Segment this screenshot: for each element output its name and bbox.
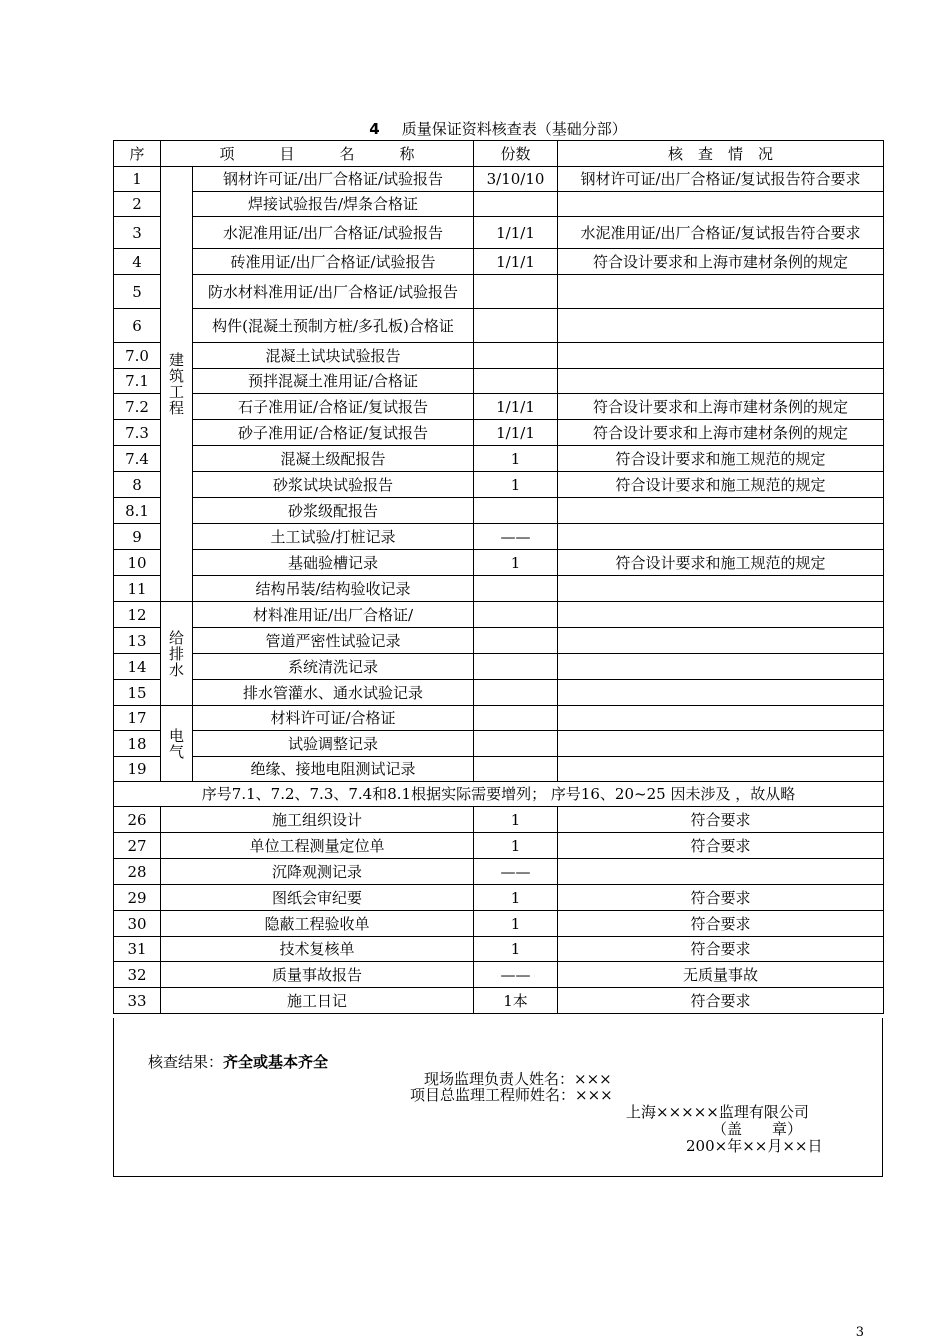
chief-engineer-name: 项目总监理工程师姓名：××× bbox=[410, 1086, 613, 1104]
row-name: 混凝土试块试验报告 bbox=[193, 343, 474, 369]
row-name: 防水材料准用证/出厂合格证/试验报告 bbox=[193, 275, 474, 309]
row-check bbox=[558, 192, 884, 217]
row-name: 排水管灌水、通水试验记录 bbox=[193, 680, 474, 706]
table-row bbox=[114, 937, 884, 962]
result-label: 核查结果： bbox=[148, 1053, 224, 1071]
table-row bbox=[114, 757, 884, 782]
row-seq: 11 bbox=[114, 576, 161, 602]
table-row bbox=[114, 911, 884, 937]
row-seq: 7.3 bbox=[114, 420, 161, 446]
row-name: 预拌混凝土准用证/合格证 bbox=[193, 369, 474, 394]
section-electric: 电气 bbox=[161, 706, 193, 782]
section-building: 建筑工程 bbox=[161, 167, 193, 602]
header-name: 项 目 名 称 bbox=[161, 141, 474, 167]
table-row bbox=[114, 524, 884, 550]
table-title-text: 质量保证资料核查表（基础分部） bbox=[401, 120, 627, 138]
table-row bbox=[114, 628, 884, 654]
table-row bbox=[114, 833, 884, 859]
table-row bbox=[114, 394, 884, 420]
row-name: 隐蔽工程验收单 bbox=[161, 911, 474, 937]
row-name: 钢材许可证/出厂合格证/试验报告 bbox=[193, 167, 474, 192]
row-check bbox=[558, 859, 884, 885]
row-copies: 1/1/1 bbox=[474, 217, 558, 249]
row-copies bbox=[474, 757, 558, 782]
row-copies: 1 bbox=[474, 911, 558, 937]
row-seq: 32 bbox=[114, 962, 161, 988]
row-name: 施工组织设计 bbox=[161, 807, 474, 833]
row-name: 技术复核单 bbox=[161, 937, 474, 962]
row-seq: 7.0 bbox=[114, 343, 161, 369]
row-copies bbox=[474, 731, 558, 757]
row-copies: 1 bbox=[474, 550, 558, 576]
table-row bbox=[114, 420, 884, 446]
row-check bbox=[558, 498, 884, 524]
table-row bbox=[114, 275, 884, 309]
table-row bbox=[114, 731, 884, 757]
row-seq: 6 bbox=[114, 309, 161, 343]
row-name: 管道严密性试验记录 bbox=[193, 628, 474, 654]
row-copies: 1 bbox=[474, 937, 558, 962]
row-name: 系统清洗记录 bbox=[193, 654, 474, 680]
table-row bbox=[114, 680, 884, 706]
row-seq: 12 bbox=[114, 602, 161, 628]
row-copies: 1本 bbox=[474, 988, 558, 1014]
table-row bbox=[114, 498, 884, 524]
row-check bbox=[558, 731, 884, 757]
header-check: 核 查 情 况 bbox=[558, 141, 884, 167]
row-copies: 1 bbox=[474, 446, 558, 472]
row-name: 施工日记 bbox=[161, 988, 474, 1014]
row-copies: 1/1/1 bbox=[474, 249, 558, 275]
row-seq: 18 bbox=[114, 731, 161, 757]
result-date: 200×年××月××日 bbox=[686, 1137, 823, 1155]
row-seq: 2 bbox=[114, 192, 161, 217]
table-row bbox=[114, 217, 884, 249]
row-copies: 3/10/10 bbox=[474, 167, 558, 192]
row-name: 图纸会审纪要 bbox=[161, 885, 474, 911]
row-seq: 7.1 bbox=[114, 369, 161, 394]
row-name: 土工试验/打桩记录 bbox=[193, 524, 474, 550]
row-name: 质量事故报告 bbox=[161, 962, 474, 988]
note-row bbox=[114, 782, 884, 807]
row-seq: 10 bbox=[114, 550, 161, 576]
result-value: 齐全或基本齐全 bbox=[223, 1053, 329, 1071]
table-row bbox=[114, 602, 884, 628]
table-number: 4 bbox=[369, 120, 380, 138]
row-name: 砂浆级配报告 bbox=[193, 498, 474, 524]
row-check: 无质量事故 bbox=[558, 962, 884, 988]
row-copies bbox=[474, 654, 558, 680]
row-check: 钢材许可证/出厂合格证/复试报告符合要求 bbox=[558, 167, 884, 192]
row-check bbox=[558, 343, 884, 369]
row-seq: 13 bbox=[114, 628, 161, 654]
row-copies bbox=[474, 680, 558, 706]
row-check: 符合要求 bbox=[558, 833, 884, 859]
row-seq: 8 bbox=[114, 472, 161, 498]
section-water: 给排水 bbox=[161, 602, 193, 706]
header-row bbox=[114, 141, 884, 167]
row-copies: —— bbox=[474, 524, 558, 550]
row-copies bbox=[474, 369, 558, 394]
row-check bbox=[558, 275, 884, 309]
row-copies bbox=[474, 343, 558, 369]
row-check: 符合要求 bbox=[558, 911, 884, 937]
row-name: 沉降观测记录 bbox=[161, 859, 474, 885]
row-copies bbox=[474, 309, 558, 343]
table-row bbox=[114, 654, 884, 680]
row-seq: 7.2 bbox=[114, 394, 161, 420]
row-seq: 33 bbox=[114, 988, 161, 1014]
row-copies bbox=[474, 576, 558, 602]
table-row bbox=[114, 859, 884, 885]
table-row bbox=[114, 807, 884, 833]
row-name: 基础验槽记录 bbox=[193, 550, 474, 576]
row-seq: 31 bbox=[114, 937, 161, 962]
row-check: 符合设计要求和施工规范的规定 bbox=[558, 446, 884, 472]
row-name: 焊接试验报告/焊条合格证 bbox=[193, 192, 474, 217]
row-seq: 17 bbox=[114, 706, 161, 731]
row-name: 绝缘、接地电阻测试记录 bbox=[193, 757, 474, 782]
row-seq: 1 bbox=[114, 167, 161, 192]
row-name: 砖准用证/出厂合格证/试验报告 bbox=[193, 249, 474, 275]
table-row bbox=[114, 343, 884, 369]
row-check bbox=[558, 706, 884, 731]
row-check bbox=[558, 602, 884, 628]
row-seq: 3 bbox=[114, 217, 161, 249]
table-row bbox=[114, 472, 884, 498]
supervisor-name: 现场监理负责人姓名：××× bbox=[424, 1070, 612, 1088]
header-seq: 序 bbox=[114, 141, 161, 167]
row-copies: 1 bbox=[474, 885, 558, 911]
row-check: 符合要求 bbox=[558, 885, 884, 911]
table-row bbox=[114, 885, 884, 911]
row-seq: 29 bbox=[114, 885, 161, 911]
row-seq: 15 bbox=[114, 680, 161, 706]
row-name: 结构吊装/结构验收记录 bbox=[193, 576, 474, 602]
row-seq: 19 bbox=[114, 757, 161, 782]
table-row bbox=[114, 706, 884, 731]
table-row bbox=[114, 167, 884, 192]
row-seq: 14 bbox=[114, 654, 161, 680]
row-copies: 1/1/1 bbox=[474, 394, 558, 420]
seal-label: （盖 章） bbox=[712, 1120, 803, 1138]
row-copies: 1 bbox=[474, 807, 558, 833]
row-check: 符合设计要求和上海市建材条例的规定 bbox=[558, 249, 884, 275]
row-check bbox=[558, 757, 884, 782]
row-check bbox=[558, 524, 884, 550]
row-copies: 1/1/1 bbox=[474, 420, 558, 446]
quality-check-table bbox=[113, 140, 884, 1014]
row-seq: 27 bbox=[114, 833, 161, 859]
row-check bbox=[558, 654, 884, 680]
row-seq: 9 bbox=[114, 524, 161, 550]
note-text: 序号7.1、7.2、7.3、7.4和8.1根据实际需要增列； 序号16、20~25 因未涉及 ，故从略 bbox=[114, 782, 884, 807]
row-name: 试验调整记录 bbox=[193, 731, 474, 757]
row-seq: 30 bbox=[114, 911, 161, 937]
row-seq: 5 bbox=[114, 275, 161, 309]
row-name: 砂浆试块试验报告 bbox=[193, 472, 474, 498]
row-name: 砂子准用证/合格证/复试报告 bbox=[193, 420, 474, 446]
table-row bbox=[114, 576, 884, 602]
header-copies: 份数 bbox=[474, 141, 558, 167]
row-copies bbox=[474, 706, 558, 731]
row-copies bbox=[474, 628, 558, 654]
table-row bbox=[114, 249, 884, 275]
row-name: 石子准用证/合格证/复试报告 bbox=[193, 394, 474, 420]
row-name: 材料准用证/出厂合格证/ bbox=[193, 602, 474, 628]
row-check: 符合要求 bbox=[558, 807, 884, 833]
row-copies: 1 bbox=[474, 472, 558, 498]
row-name: 水泥准用证/出厂合格证/试验报告 bbox=[193, 217, 474, 249]
table-row bbox=[114, 962, 884, 988]
result-line bbox=[148, 1054, 328, 1071]
row-copies bbox=[474, 275, 558, 309]
row-seq: 4 bbox=[114, 249, 161, 275]
table-row bbox=[114, 446, 884, 472]
row-name: 构件(混凝土预制方桩/多孔板)合格证 bbox=[193, 309, 474, 343]
row-check: 水泥准用证/出厂合格证/复试报告符合要求 bbox=[558, 217, 884, 249]
row-copies bbox=[474, 602, 558, 628]
row-seq: 28 bbox=[114, 859, 161, 885]
row-check bbox=[558, 369, 884, 394]
row-copies: —— bbox=[474, 859, 558, 885]
row-copies: —— bbox=[474, 962, 558, 988]
row-seq: 26 bbox=[114, 807, 161, 833]
row-check bbox=[558, 309, 884, 343]
row-check bbox=[558, 680, 884, 706]
result-section bbox=[113, 1018, 883, 1177]
row-check: 符合设计要求和施工规范的规定 bbox=[558, 472, 884, 498]
table-row bbox=[114, 369, 884, 394]
row-check: 符合设计要求和施工规范的规定 bbox=[558, 550, 884, 576]
table-row bbox=[114, 988, 884, 1014]
table-row bbox=[114, 192, 884, 217]
row-seq: 8.1 bbox=[114, 498, 161, 524]
row-check bbox=[558, 628, 884, 654]
row-check: 符合设计要求和上海市建材条例的规定 bbox=[558, 394, 884, 420]
row-seq: 7.4 bbox=[114, 446, 161, 472]
page-number: 3 bbox=[855, 1325, 864, 1340]
row-copies: 1 bbox=[474, 833, 558, 859]
row-copies bbox=[474, 192, 558, 217]
row-check: 符合设计要求和上海市建材条例的规定 bbox=[558, 420, 884, 446]
row-name: 材料许可证/合格证 bbox=[193, 706, 474, 731]
company-name: 上海×××××监理有限公司 bbox=[626, 1103, 809, 1121]
table-row bbox=[114, 309, 884, 343]
row-check bbox=[558, 576, 884, 602]
row-name: 单位工程测量定位单 bbox=[161, 833, 474, 859]
row-copies bbox=[474, 498, 558, 524]
row-name: 混凝土级配报告 bbox=[193, 446, 474, 472]
row-check: 符合要求 bbox=[558, 937, 884, 962]
table-row bbox=[114, 550, 884, 576]
table-title bbox=[113, 119, 883, 139]
row-check: 符合要求 bbox=[558, 988, 884, 1014]
